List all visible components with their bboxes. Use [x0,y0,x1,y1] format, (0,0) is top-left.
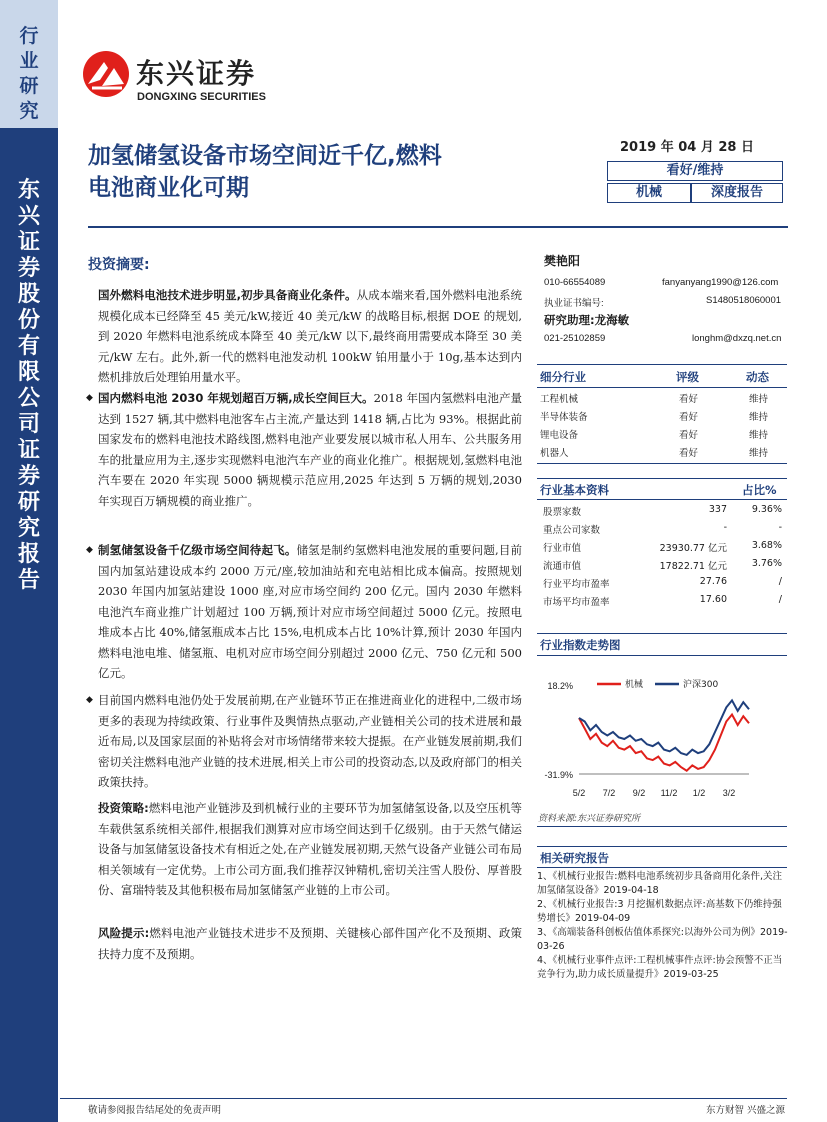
sub-industry-header-rating: 评级 [676,370,699,384]
chart-bottom-rule [537,826,787,827]
footer-slogan: 东方财智 兴盛之源 [706,1105,786,1116]
x-tick-label: 7/2 [602,788,616,798]
industry-basics-table [537,502,787,610]
sidebar-company-char: 股 [17,282,40,307]
trend-heading: 行业指数走势图 [540,638,621,652]
analyst-phone: 010-66554089 [544,277,606,288]
sidebar-company-char: 证 [17,438,40,463]
table-row: 行业平均市盈率 27.76 / [543,576,782,590]
strategy-text: 燃料电池产业链涉及到机械行业的主要环节为加氢储氢设备,以及空压机等车载供氢系统相关部件,根据我们测算对应市场空间达到千亿级别。由于天然气储运设备与加氢储氢设备技术有相近之处,在产业链发展初期,天然气设备产业链公司布局相关领域有一定优势。上市公司方面,我们推荐汉钟精机,密切关注雪人股份、厚普股份、富瑞特装及其他积极布局加氢储氢产业链的上市公司。 [98,801,522,897]
industry-badge: 机械 [607,183,691,203]
paragraph-2-text: 2018 年国内氢燃料电池产量达到 1527 辆,其中燃料电池客车占主流,产量达到 1418 辆,占比为 93%。根据此前国家发布的燃料电池技术路线图,燃料电池产业要发展以城市私人用车、公共服务用车的批量应用为主,逐步实现燃料电池汽车产业的商业化推广。根据规划,氢燃料电池汽车要在 2020 年实现 5000 辆规模示范应用,2025 年达到 5 万辆的规划,2030 年实现百万辆规模的商业推广。 [98,391,522,508]
basics-heading: 行业基本资料 [540,483,609,497]
related-reports-list [537,870,789,982]
series-line-machinery [579,715,749,771]
sidebar-company-char: 研 [17,490,40,515]
sub-industry-header-rule [537,387,787,388]
summary-heading: 投资摘要: [88,257,150,273]
basics-share-header: 占比% [742,483,777,497]
sub-industry-table [537,389,787,461]
sidebar-company-char: 告 [17,568,40,593]
logo-english-name: DONGXING SECURITIES [137,91,266,103]
report-title [88,140,548,204]
sidebar-company-char: 东 [17,178,40,203]
summary-paragraph-2 [86,388,522,511]
legend-label: 机械 [625,680,644,690]
index-trend-chart [537,668,787,804]
sidebar-company [0,178,58,594]
sub-industry-header-trend: 动态 [746,370,769,384]
sub-industry-bottom-rule [537,463,787,464]
chart-source: 资料来源:东兴证券研究所 [538,814,641,824]
table-row: 流通市值 17822.71 亿元 3.76% [543,558,782,572]
table-row: 重点公司家数 - - [543,522,782,536]
sidebar-company-char: 兴 [17,204,40,229]
table-row: 股票家数 337 9.36% [543,504,782,518]
summary-paragraph-3 [86,540,523,684]
sidebar-company-char: 券 [17,464,40,489]
related-report-item[interactable]: 4、《机械行业事件点评:工程机械事件点评:协会预警不正当竞争行为,助力成长质量提升》2019-03-25 [537,955,783,980]
analyst-email[interactable]: fanyanyang1990@126.com [662,277,779,288]
table-row: 锂电设备 看好 维持 [540,430,769,441]
paragraph-2-lead: 国内燃料电池 2030 年规划超百万辆,成长空间巨大。 [98,391,374,405]
assistant-email[interactable]: longhm@dxzq.net.cn [692,333,782,344]
sidebar-company-char: 究 [17,516,40,541]
sidebar-company-char: 有 [17,334,40,359]
sidebar-company-char: 限 [17,360,40,385]
trend-top-rule [537,633,787,634]
sidebar-category [0,24,58,124]
sidebar-category-char: 行 [19,25,39,47]
footer-divider [60,1098,787,1099]
rating-badge: 看好/维持 [607,161,783,181]
table-row: 行业市值 23930.77 亿元 3.68% [543,540,782,554]
y-tick-label: -31.9% [544,770,573,780]
sidebar-category-char: 业 [19,50,39,72]
strategy-lead: 投资策略: [98,801,149,815]
analyst-name: 樊艳阳 [544,254,581,268]
related-heading: 相关研究报告 [540,851,609,865]
bullet-icon: ◆ [86,393,93,403]
bullet-icon: ◆ [86,545,93,555]
risk-lead: 风险提示: [98,926,150,940]
sidebar-company-char: 报 [17,542,40,567]
x-tick-label: 1/2 [692,788,706,798]
x-tick-label: 11/2 [660,788,678,798]
table-row: 机器人 看好 维持 [540,448,769,459]
y-tick-label: 18.2% [547,681,573,691]
legend-label: 沪深300 [683,680,719,690]
cert-number: S1480518060001 [706,295,782,306]
related-report-item[interactable]: 1、《机械行业报告:燃料电池系统初步具备商用化条件,关注加氢储氢设备》2019-04-18 [537,871,783,896]
sidebar-category-char: 究 [19,100,39,122]
summary-paragraph-1 [98,285,522,388]
footer-disclaimer: 敬请参阅报告结尾处的免责声明 [88,1105,222,1116]
sub-industry-header-name: 细分行业 [540,370,586,384]
report-date: 2019 年 04 月 28 日 [620,140,754,155]
trend-header-rule [537,655,787,656]
sub-industry-top-rule [537,364,787,365]
paragraph-1-text: 从成本端来看,国外燃料电池系统规模化成本已经降至 45 美元/kW,接近 40 美元/kW 的战略目标,根据 DOE 的规划,到 2020 年燃料电池系统成本降至 40 美元/kW 以下,最终商用需要成本降至 30 美元/kW 左右。此外,新一代的燃料电池发动机 100kW 铂用量小于 10g,基本达到内燃机排放后处理铂用量水平。 [98,288,522,384]
title-line-2: 电池商业化可期 [88,175,249,201]
report-type-badge: 深度报告 [691,183,783,203]
related-top-rule [537,846,787,847]
x-tick-label: 5/2 [572,788,586,798]
assistant-name: 研究助理:龙海敏 [544,313,630,327]
investment-strategy [98,798,522,901]
basics-top-rule [537,478,787,479]
company-logo-icon [82,50,130,98]
paragraph-1-lead: 国外燃料电池技术进步明显,初步具备商业化条件。 [98,288,357,302]
summary-paragraph-4 [86,690,522,793]
sidebar-company-char: 司 [17,412,40,437]
basics-header-rule [537,499,787,500]
sidebar-company-char: 公 [17,386,40,411]
x-tick-label: 9/2 [632,788,646,798]
assistant-phone: 021-25102859 [544,333,606,344]
bullet-icon: ◆ [86,695,93,705]
related-report-item[interactable]: 2、《机械行业报告:3 月挖掘机数据点评:高基数下仍维持强势增长》2019-04-09 [537,899,782,924]
header-divider [88,226,788,228]
sidebar-company-char: 券 [17,256,40,281]
risk-text: 燃料电池产业链技术进步不及预期、关键核心部件国产化不及预期、政策扶持力度不及预期。 [98,926,522,961]
table-row: 半导体装备 看好 维持 [540,412,769,423]
paragraph-4-text: 目前国内燃料电池仍处于发展前期,在产业链环节正在推进商业化的进程中,二级市场更多的表现为持续政策、行业事件及舆情热点驱动,产业链相关公司的技术进展和最近布局,以及国家层面的补贴将会对市场情绪带来较大提振。在产业链发展前期,我们密切关注燃料电池产业链的技术进展,相关上市公司的投资动态,以及政府部门的相关政策扶持。 [98,693,522,789]
paragraph-3-lead: 制氢储氢设备千亿级市场空间待起飞。 [98,543,297,557]
risk-warning [98,923,522,964]
table-row: 工程机械 看好 维持 [540,394,769,405]
table-row: 市场平均市盈率 17.60 / [543,594,782,608]
logo-chinese-name: 东兴证券 [136,57,257,90]
paragraph-3-text: 储氢是制约氢燃料电池发展的重要问题,目前国内加氢站建设成本约 2000 万元/座,较加油站和充电站相比成本偏高。按照规划 2030 年国内加氢站建设 1000 座,对应市场空间约 200 亿元。国内 2030 年燃料电池汽车商业推广计划超过 100 万辆,预计对应市场空间超过 5000 亿元。按照电堆成本占比 40%,储氢瓶成本占比 15%,电机成本占比 10%计算,预计 2030 年国内燃料电池电堆、储氢瓶、电机对应市场空间分别超过 2000 亿元、750 亿元和 500 亿元。 [98,543,523,680]
sidebar-company-char: 份 [17,308,40,333]
sidebar-company-char: 证 [17,230,40,255]
sidebar-category-char: 研 [19,75,39,97]
related-report-item[interactable]: 3、《高端装备科创板估值体系探究:以海外公司为例》2019-03-26 [537,927,788,952]
x-tick-label: 3/2 [722,788,736,798]
cert-label: 执业证书编号: [544,298,604,309]
title-line-1: 加氢储氢设备市场空间近千亿,燃料 [88,143,442,169]
related-header-rule [537,867,787,868]
